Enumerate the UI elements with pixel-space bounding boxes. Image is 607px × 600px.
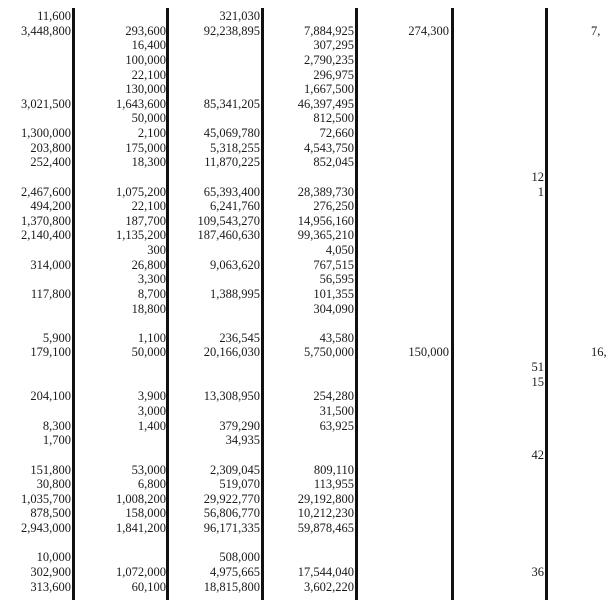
- table-cell-col-5: 274,300: [408, 23, 449, 38]
- table-row: [0, 550, 600, 565]
- table-cell-col-3: 45,069,780: [203, 126, 260, 141]
- table-cell-col-2: 3,900: [137, 389, 166, 404]
- table-cell-col-4: 113,955: [313, 477, 354, 492]
- table-cell-col-3: 379,290: [219, 418, 260, 433]
- table-cell-col-3: 85,341,205: [203, 96, 260, 111]
- table-cell-col-4: 31,500: [319, 404, 354, 418]
- table-cell-col-4: 56,595: [319, 272, 354, 287]
- table-row: [0, 287, 600, 302]
- table-cell-col-7: 16,: [591, 345, 607, 360]
- table-cell-col-7: 7,: [591, 23, 601, 38]
- table-cell-col-3: 5,318,255: [210, 140, 260, 155]
- table-cell-col-3: 18,815,800: [203, 579, 260, 594]
- table-cell-col-1: 878,500: [30, 506, 71, 521]
- table-cell-col-4: 28,389,730: [297, 184, 354, 199]
- table-cell-col-2: 100,000: [125, 52, 166, 67]
- table-cell-col-4: 1,667,500: [304, 82, 354, 97]
- table-cell-col-1: 30,800: [36, 477, 71, 492]
- table-cell-col-6: 15: [531, 374, 544, 389]
- table-row: [0, 111, 600, 126]
- table-cell-col-6: 42: [531, 447, 544, 462]
- table-cell-col-3: 9,063,620: [210, 257, 260, 272]
- table-row: [0, 521, 600, 536]
- table-row: [0, 141, 600, 156]
- table-cell-col-6: 1: [537, 184, 544, 199]
- table-cell-col-2: 158,000: [125, 506, 166, 521]
- table-row: [0, 492, 600, 507]
- table-cell-col-3: 92,238,895: [203, 23, 260, 38]
- table-cell-col-4: 304,090: [313, 301, 354, 316]
- table-cell-col-2: 1,135,200: [116, 228, 166, 243]
- table-cell-col-1: 204,100: [30, 389, 71, 404]
- table-cell-col-1: 11,600: [37, 9, 71, 23]
- table-cell-col-1: 314,000: [30, 257, 71, 272]
- table-row: [0, 24, 600, 39]
- table-cell-col-6: 51: [531, 360, 544, 375]
- table-row: [0, 389, 600, 404]
- table-cell-col-4: 17,544,040: [297, 564, 354, 579]
- table-row: [0, 53, 600, 68]
- table-cell-col-4: 29,192,800: [297, 491, 354, 506]
- table-cell-col-1: 313,600: [30, 579, 71, 594]
- table-row: [0, 433, 600, 448]
- table-row: [0, 243, 600, 258]
- table-cell-col-4: 4,543,750: [304, 140, 354, 155]
- table-cell-col-2: 1,072,000: [116, 564, 166, 579]
- table-cell-col-3: 519,070: [219, 477, 260, 492]
- table-row: [0, 199, 600, 214]
- table-cell-col-2: 175,000: [125, 140, 166, 155]
- table-row: [0, 9, 600, 24]
- table-row: [0, 565, 600, 580]
- table-cell-col-4: 812,500: [313, 111, 354, 126]
- table-cell-col-4: 101,355: [313, 286, 354, 301]
- table-cell-col-3: 187,460,630: [197, 228, 260, 243]
- table-cell-col-2: 1,100: [137, 330, 166, 345]
- table-row: [0, 258, 600, 273]
- table-row: [0, 126, 600, 141]
- table-cell-col-1: 494,200: [30, 199, 71, 214]
- table-cell-col-4: 59,878,465: [297, 521, 354, 536]
- table-row: [0, 463, 600, 478]
- table-cell-col-2: 187,700: [125, 213, 166, 228]
- table-row: [0, 536, 600, 551]
- table-row: [0, 580, 600, 595]
- table-cell-col-1: 2,943,000: [21, 521, 71, 536]
- table-cell-col-2: 26,800: [131, 257, 166, 272]
- table-cell-col-3: 6,241,760: [210, 199, 260, 214]
- table-cell-col-4: 307,295: [313, 38, 354, 53]
- table-cell-col-1: 117,800: [30, 286, 71, 301]
- table-row: [0, 302, 600, 317]
- table-cell-col-1: 5,900: [42, 330, 71, 345]
- table-row: [0, 448, 600, 463]
- table-cell-col-4: 276,250: [313, 199, 354, 214]
- table-cell-col-3: 1,388,995: [210, 286, 260, 301]
- table-cell-col-2: 8,700: [137, 286, 166, 301]
- table-row: [0, 272, 600, 287]
- table-cell-col-2: 3,300: [137, 272, 166, 287]
- table-cell-col-3: 236,545: [219, 330, 260, 345]
- table-cell-col-3: 2,309,045: [210, 462, 260, 477]
- table-cell-col-2: 18,300: [131, 155, 166, 170]
- table-cell-col-4: 14,956,160: [297, 213, 354, 228]
- table-cell-col-3: 4,975,665: [210, 564, 260, 579]
- table-cell-col-2: 16,400: [131, 38, 166, 53]
- table-cell-col-2: 1,008,200: [116, 491, 166, 506]
- table-cell-col-6: 12: [531, 169, 544, 184]
- table-row: [0, 185, 600, 200]
- table-cell-col-3: 109,543,270: [197, 213, 260, 228]
- table-cell-col-1: 1,700: [42, 433, 71, 448]
- table-cell-col-3: 96,171,335: [203, 521, 260, 536]
- table-cell-col-3: 13,308,950: [203, 389, 260, 404]
- table-cell-col-3: 56,806,770: [203, 506, 260, 521]
- table-cell-col-1: 2,467,600: [21, 184, 71, 199]
- table-cell-col-2: 22,100: [131, 199, 166, 214]
- table-row: [0, 38, 600, 53]
- table-cell-col-2: 3,000: [137, 404, 166, 418]
- table-cell-col-1: 2,140,400: [21, 228, 71, 243]
- table-row: [0, 214, 600, 229]
- table-row: [0, 345, 607, 360]
- table-cell-col-4: 10,212,230: [297, 506, 354, 521]
- table-cell-col-3: 508,000: [219, 550, 260, 565]
- table-cell-col-1: 1,300,000: [21, 126, 71, 141]
- table-cell-col-2: 53,000: [131, 462, 166, 477]
- table-row: [0, 331, 600, 346]
- table-cell-col-4: 2,790,235: [304, 52, 354, 67]
- table-row: [0, 97, 600, 112]
- table-cell-col-4: 3,602,220: [304, 579, 354, 594]
- table-cell-col-5: 150,000: [408, 345, 449, 360]
- table-cell-col-4: 254,280: [313, 389, 354, 404]
- table-cell-col-1: 179,100: [30, 345, 71, 360]
- table-cell-col-1: 1,035,700: [21, 491, 71, 506]
- table-cell-col-1: 252,400: [30, 155, 71, 170]
- table-cell-col-2: 1,643,600: [116, 96, 166, 111]
- table-cell-col-2: 300: [147, 243, 166, 258]
- table-cell-col-2: 130,000: [125, 82, 166, 97]
- table-row: [0, 419, 600, 434]
- table-cell-col-1: 3,448,800: [21, 23, 71, 38]
- table-row: [0, 155, 600, 170]
- table-row: [0, 316, 600, 331]
- table-row: [0, 68, 600, 83]
- table-cell-col-4: 767,515: [313, 257, 354, 272]
- table-cell-col-2: 6,800: [137, 477, 166, 492]
- table-cell-col-2: 18,800: [131, 301, 166, 316]
- table-cell-col-2: 50,000: [131, 345, 166, 360]
- table-cell-col-4: 5,750,000: [304, 345, 354, 360]
- table-cell-col-1: 151,800: [30, 462, 71, 477]
- table-cell-col-3: 20,166,030: [203, 345, 260, 360]
- table-cell-col-4: 296,975: [313, 67, 354, 82]
- table-cell-col-4: 72,660: [319, 126, 354, 141]
- table-cell-col-3: 321,030: [219, 9, 260, 23]
- table-row: [0, 170, 600, 185]
- table-cell-col-4: 809,110: [313, 462, 354, 477]
- table-row: [0, 228, 600, 243]
- table-cell-col-4: 46,397,495: [297, 96, 354, 111]
- table-cell-col-1: 10,000: [36, 550, 71, 565]
- table-cell-col-2: 1,400: [137, 418, 166, 433]
- table-cell-col-2: 1,075,200: [116, 184, 166, 199]
- table-cell-col-3: 34,935: [225, 433, 260, 448]
- table-cell-col-4: 852,045: [313, 155, 354, 170]
- table-cell-col-1: 302,900: [30, 564, 71, 579]
- table-cell-col-3: 65,393,400: [203, 184, 260, 199]
- table-row: [0, 404, 600, 419]
- table-row: [0, 506, 600, 521]
- table-cell-col-1: 1,370,800: [21, 213, 71, 228]
- table-cell-col-3: 11,870,225: [204, 155, 260, 170]
- table-cell-col-4: 4,050: [325, 243, 354, 258]
- table-cell-col-2: 2,100: [137, 126, 166, 141]
- table-cell-col-2: 293,600: [125, 23, 166, 38]
- table-cell-col-4: 7,884,925: [304, 23, 354, 38]
- table-row: [0, 82, 600, 97]
- table-cell-col-4: 99,365,210: [297, 228, 354, 243]
- table-cell-col-4: 43,580: [319, 330, 354, 345]
- table-cell-col-6: 36: [531, 564, 544, 579]
- table-cell-col-1: 203,800: [30, 140, 71, 155]
- table-cell-col-4: 63,925: [319, 418, 354, 433]
- table-cell-col-1: 3,021,500: [21, 96, 71, 111]
- table-row: [0, 360, 600, 375]
- table-cell-col-1: 8,300: [42, 418, 71, 433]
- table-cell-col-2: 60,100: [131, 579, 166, 594]
- table-row: [0, 375, 600, 390]
- table-cell-col-2: 1,841,200: [116, 521, 166, 536]
- table-cell-col-2: 50,000: [131, 111, 166, 126]
- table-cell-col-2: 22,100: [131, 67, 166, 82]
- table-row: [0, 477, 600, 492]
- table-cell-col-3: 29,922,770: [203, 491, 260, 506]
